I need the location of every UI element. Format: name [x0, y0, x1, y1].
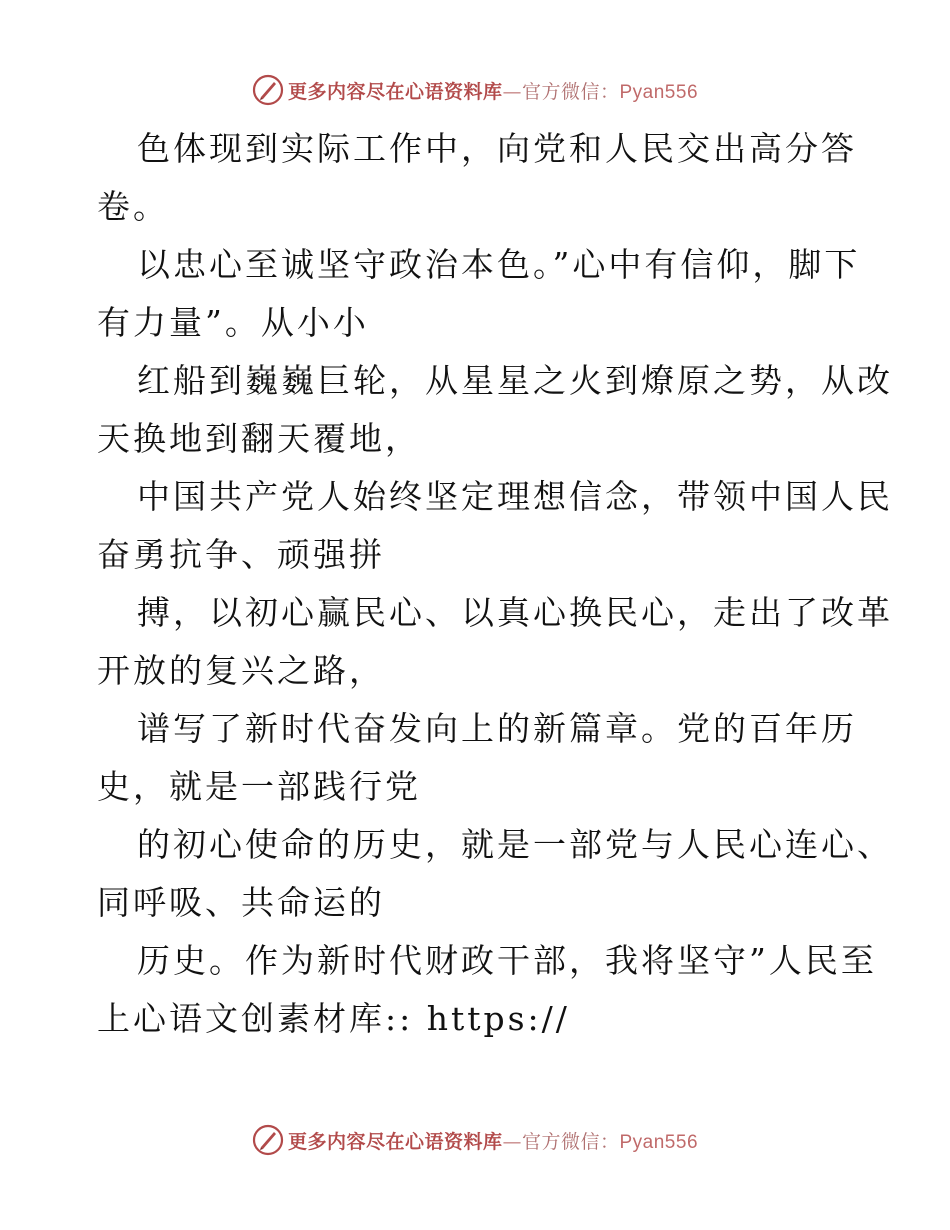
- body-line: 天换地到翻天覆地，: [97, 419, 421, 458]
- header-banner: [0, 70, 950, 110]
- header-main-text: 更多内容尽在心语资料库: [287, 80, 503, 103]
- footer-main-text: 更多内容尽在心语资料库: [287, 1130, 503, 1153]
- footer-wechat-id: Pyan556: [619, 1131, 699, 1153]
- body-line: 卷。: [97, 187, 169, 226]
- document-body: [97, 120, 893, 1048]
- header-wechat-id: Pyan556: [619, 81, 699, 103]
- body-line: 的初心使命的历史，就是一部党与人民心连心、: [137, 825, 893, 864]
- body-line: 中国共产党人始终坚定理想信念，带领中国人民: [137, 477, 893, 516]
- body-line: 历史。作为新时代财政干部，我将坚守”人民至: [137, 941, 877, 980]
- header-dash: —: [502, 80, 522, 103]
- body-line: 有力量”。从小小: [97, 303, 369, 342]
- header-wechat-label: 官方微信：: [521, 80, 620, 103]
- body-line: 同呼吸、共命运的: [97, 883, 385, 922]
- header-banner-text: [288, 77, 698, 104]
- body-line: 开放的复兴之路，: [97, 651, 385, 690]
- footer-banner: [0, 1120, 950, 1160]
- body-line: 搏，以初心赢民心、以真心换民心，走出了改革: [137, 593, 893, 632]
- quill-logo-icon: [252, 1124, 284, 1156]
- body-line: 奋勇抗争、顽强拼: [97, 535, 385, 574]
- body-line: 红船到巍巍巨轮，从星星之火到燎原之势，从改: [137, 361, 893, 400]
- body-line: 史，就是一部践行党: [97, 767, 421, 806]
- footer-banner-text: [288, 1127, 698, 1154]
- body-line: 谱写了新时代奋发向上的新篇章。党的百年历: [137, 709, 857, 748]
- quill-logo-icon: [252, 74, 284, 106]
- footer-wechat-label: 官方微信：: [521, 1130, 620, 1153]
- body-line: 色体现到实际工作中，向党和人民交出高分答: [137, 129, 857, 168]
- body-line: 以忠心至诚坚守政治本色。”心中有信仰，脚下: [137, 245, 861, 284]
- footer-dash: —: [502, 1130, 522, 1153]
- body-line: 上心语文创素材库:: https://: [97, 999, 570, 1038]
